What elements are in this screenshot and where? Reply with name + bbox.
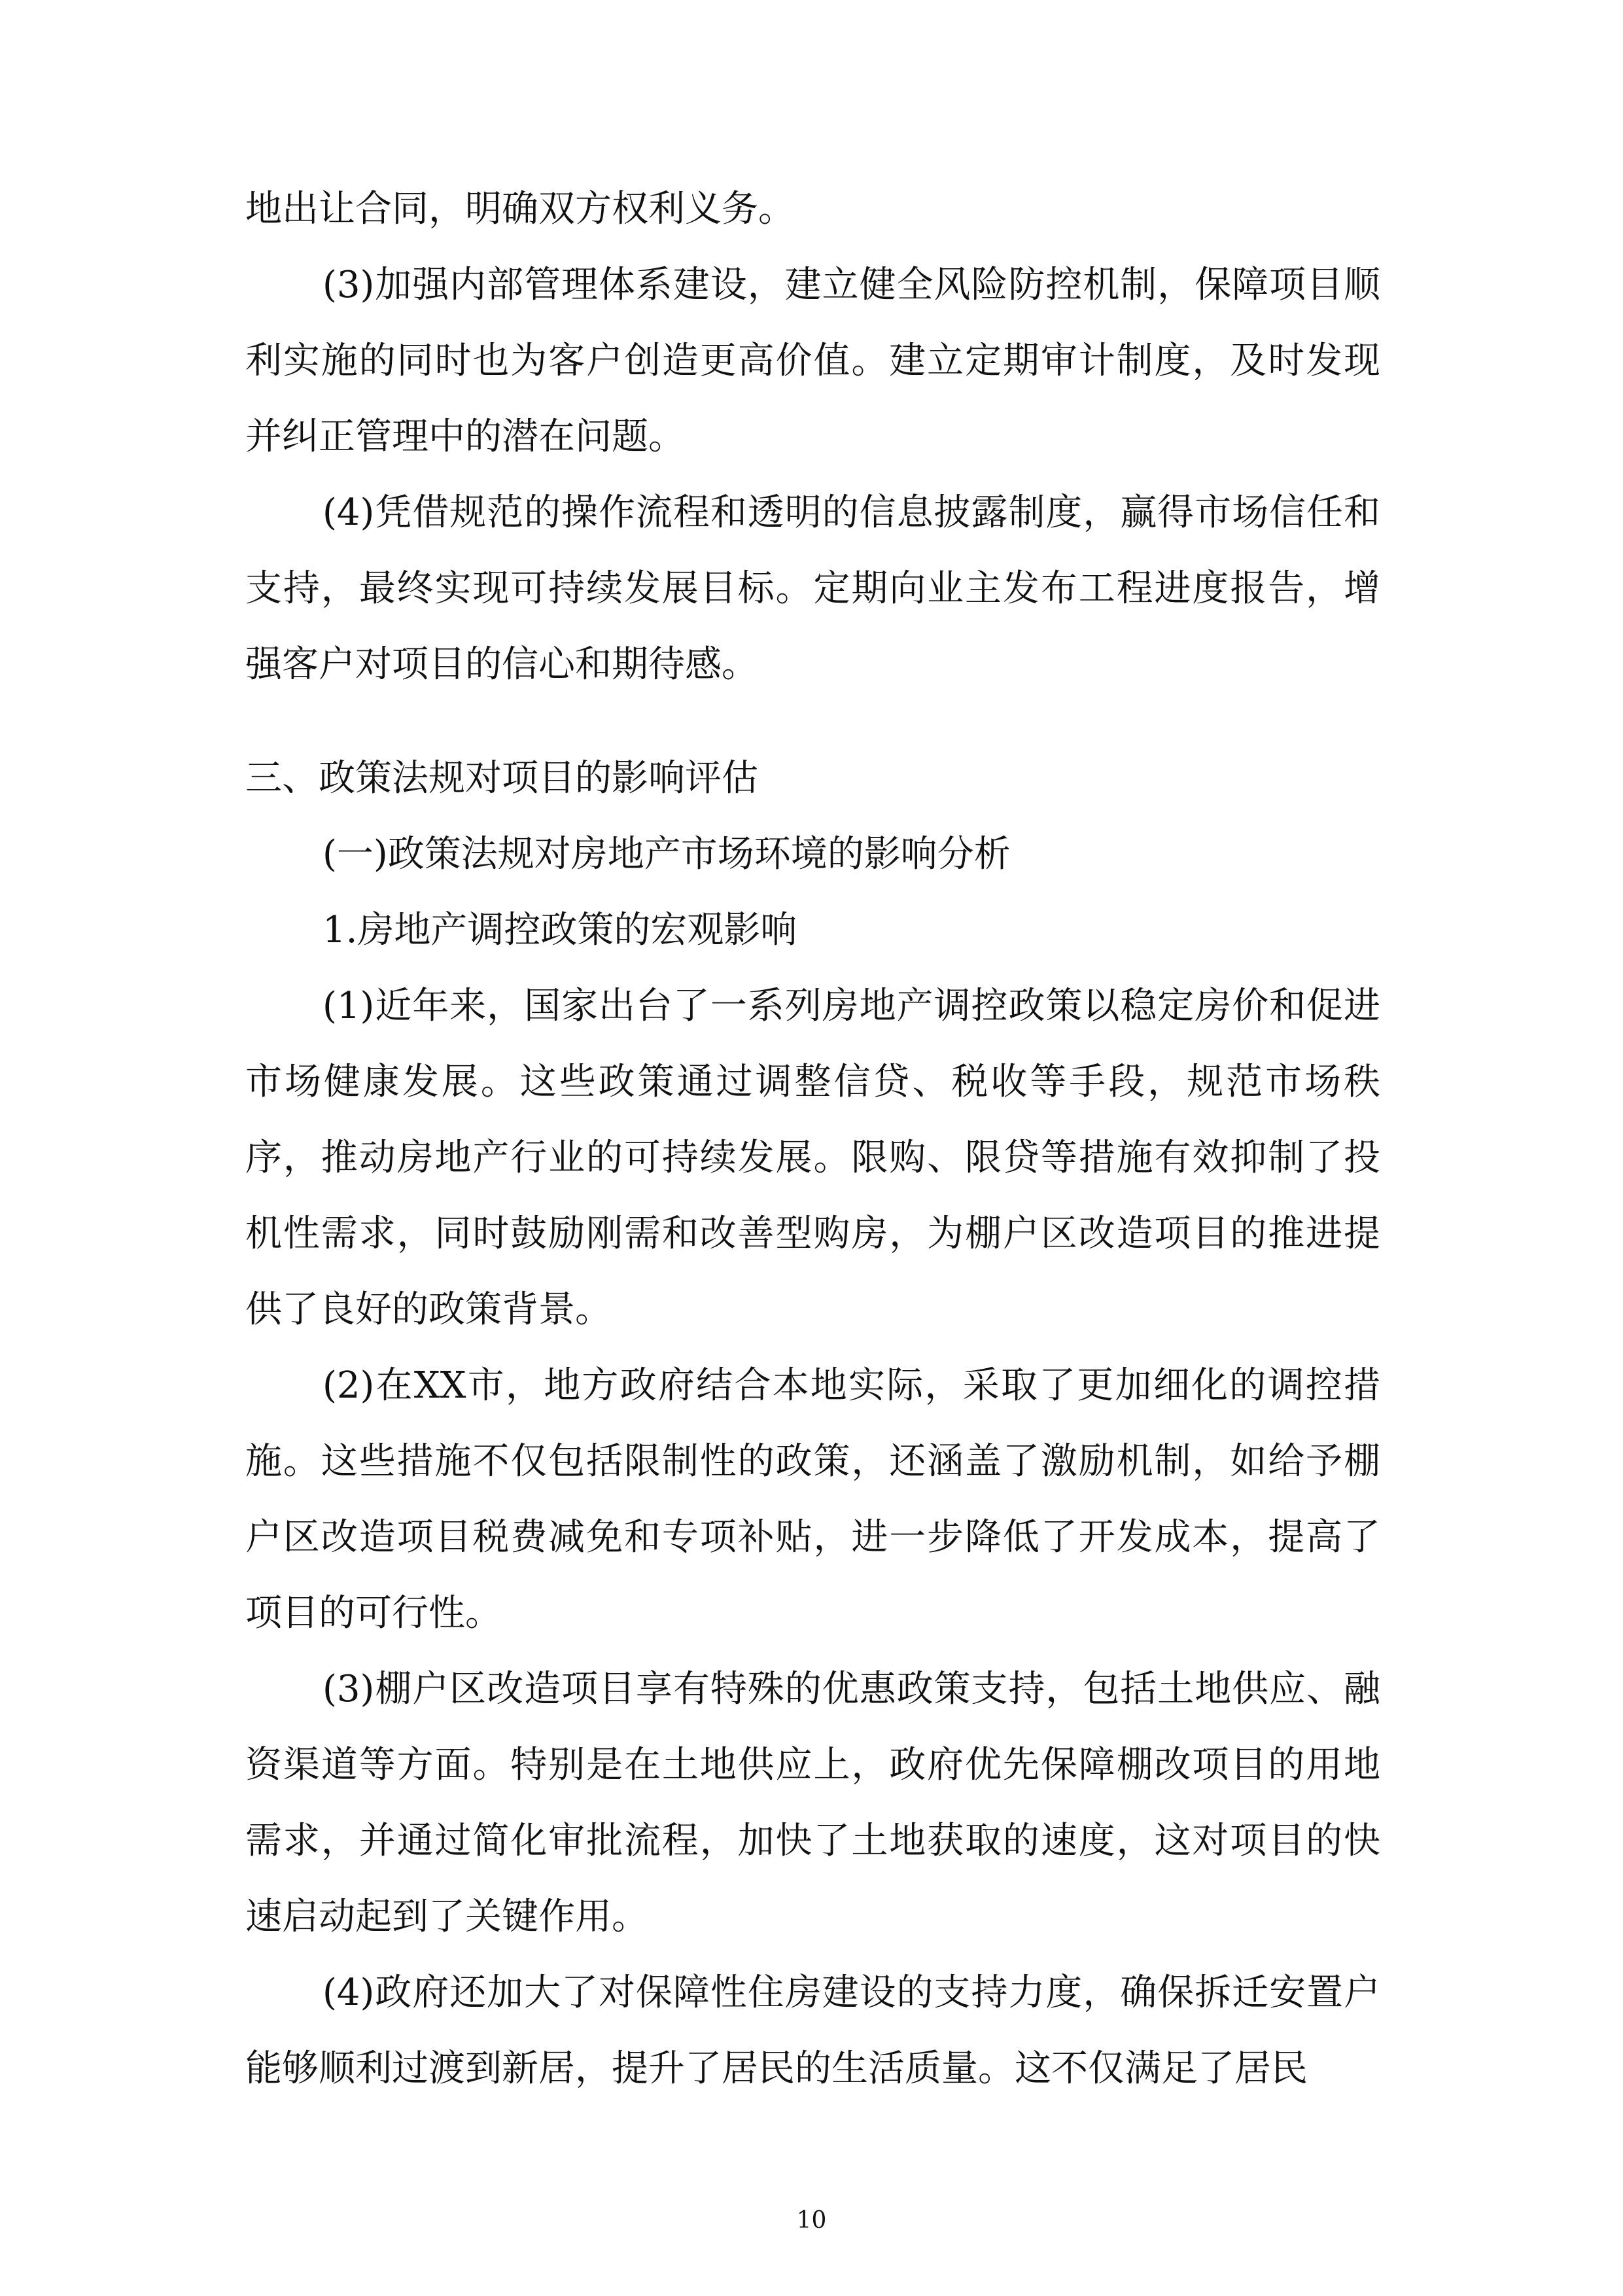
paragraph-information-disclosure: (4)凭借规范的操作流程和透明的信息披露制度，赢得市场信任和支持，最终实现可持续发展目标。定期向业主发布工程进度报告，增强客户对项目的信心和期待感。 xyxy=(245,491,1380,686)
section-heading: 三、政策法规对项目的影响评估 xyxy=(245,757,758,800)
page-body xyxy=(245,171,1380,2107)
paragraph-affordable-housing: (4)政府还加大了对保障性住房建设的支持力度，确保拆迁安置户能够顺利过渡到新居，提升了居民的生活质量。这不仅满足了居民 xyxy=(245,1971,1380,2090)
sub-subsection-heading: 1.房地产调控政策的宏观影响 xyxy=(323,909,797,951)
paragraph-macro-policy: (1)近年来，国家出台了一系列房地产调控政策以稳定房价和促进市场健康发展。这些政策通过调整信贷、税收等手段，规范市场秩序，推动房地产行业的可持续发展。限购、限贷等措施有效抑制了投机性需求，同时鼓励刚需和改善型购房，为棚户区改造项目的推进提供了良好的政策背景。 xyxy=(245,985,1380,1331)
paragraph-management-system: (3)加强内部管理体系建设，建立健全风险防控机制，保障项目顺利实施的同时也为客户创造更高价值。建立定期审计制度，及时发现并纠正管理中的潜在问题。 xyxy=(245,264,1380,458)
page-number: 10 xyxy=(796,2207,827,2234)
continuation-paragraph: 地出让合同，明确双方权利义务。 xyxy=(245,188,795,230)
subsection-heading: (一)政策法规对房地产市场环境的影响分析 xyxy=(323,833,1011,875)
paragraph-local-measures: (2)在XX市，地方政府结合本地实际，采取了更加细化的调控措施。这些措施不仅包括限制性的政策，还涵盖了激励机制，如给予棚户区改造项目税费减免和专项补贴，进一步降低了开发成本，提高了项目的可行性。 xyxy=(245,1364,1380,1634)
paragraph-land-supply: (3)棚户区改造项目享有特殊的优惠政策支持，包括土地供应、融资渠道等方面。特别是在土地供应上，政府优先保障棚改项目的用地需求，并通过简化审批流程，加快了土地获取的速度，这对项目的快速启动起到了关键作用。 xyxy=(245,1668,1380,1938)
